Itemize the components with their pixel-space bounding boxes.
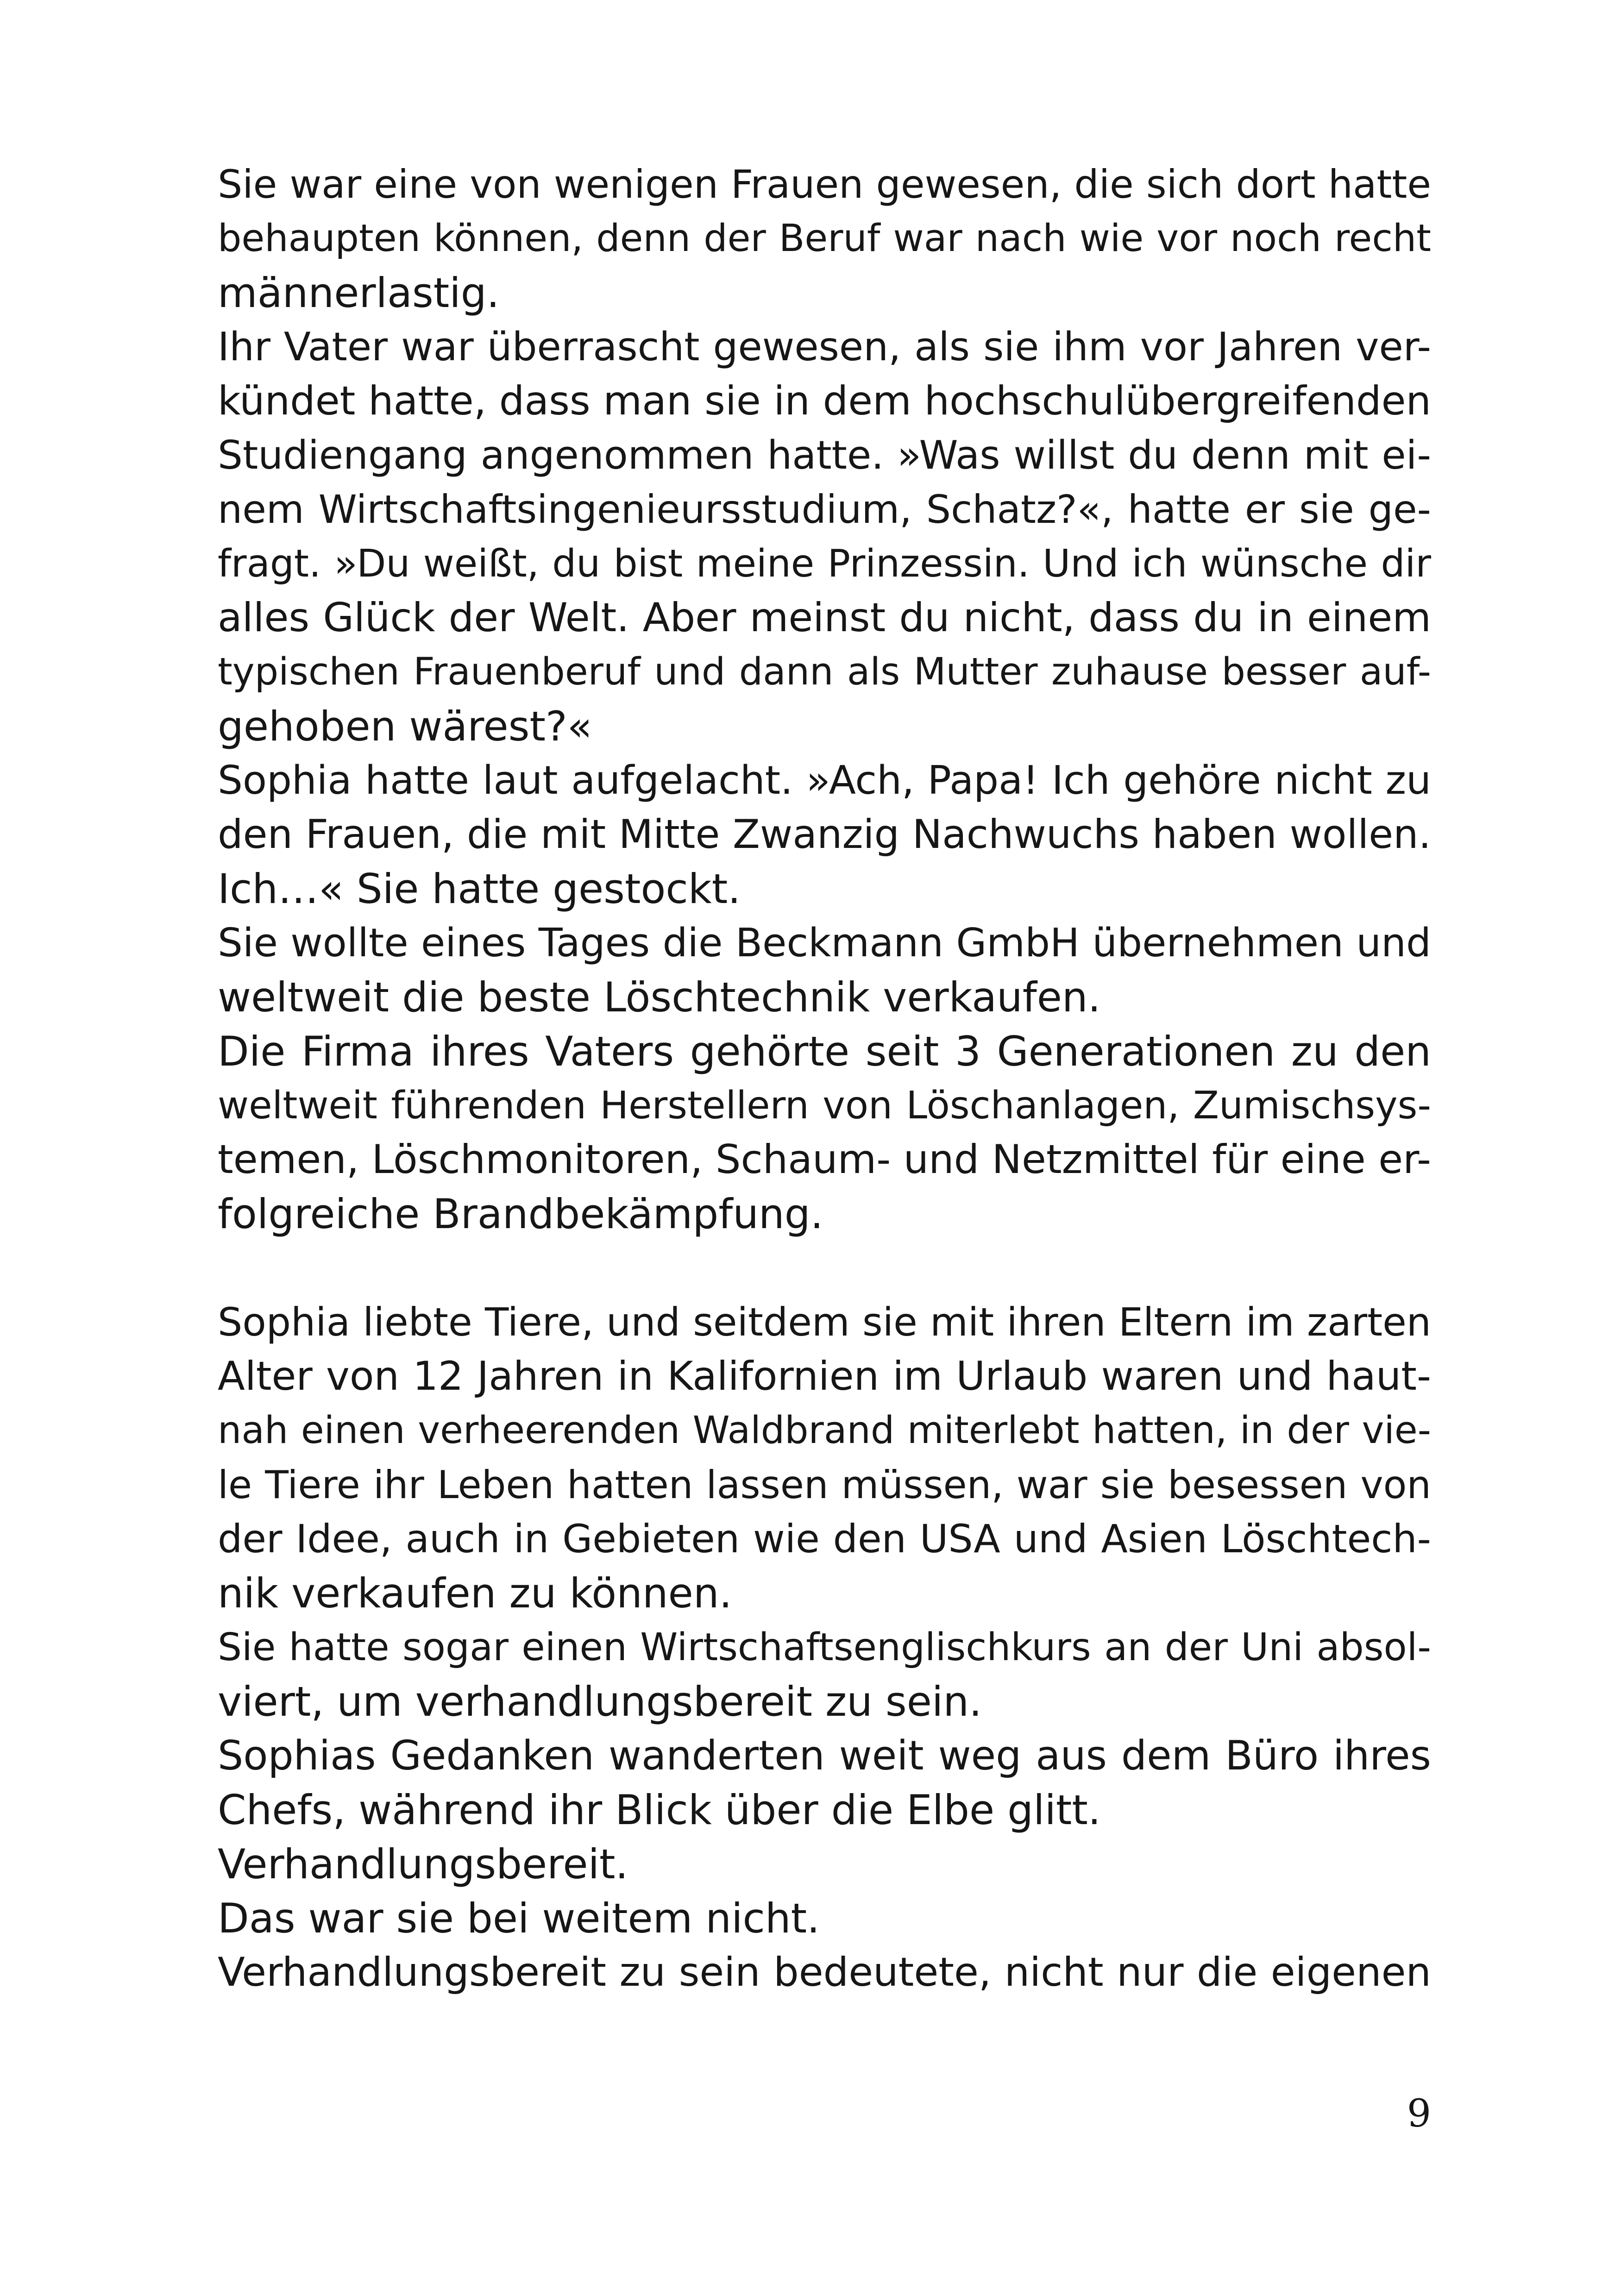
text-line: Ihr Vater war überrascht gewesen, als sie ihm vor Jahren ver-: [218, 324, 1431, 370]
text-line: alles Glück der Welt. Aber meinst du nicht, dass du in einem: [218, 595, 1431, 641]
text-line: weltweit die beste Löschtechnik verkaufen.: [218, 973, 1101, 1021]
text-line: Sophia liebte Tiere, und seitdem sie mit ihren Eltern im zarten: [218, 1299, 1431, 1345]
text-line: den Frauen, die mit Mitte Zwanzig Nachwuchs haben wollen.: [218, 811, 1431, 858]
text-line: der Idee, auch in Gebieten wie den USA und Asien Löschtech-: [218, 1516, 1431, 1562]
text-line: behaupten können, denn der Beruf war nach wie vor noch recht: [218, 217, 1431, 260]
paragraph-gap: [218, 1241, 1431, 1295]
text-line: le Tiere ihr Leben hatten lassen müssen, war sie besessen von: [218, 1462, 1431, 1507]
page-number: 9: [1407, 2092, 1431, 2136]
text-line: Ich…« Sie hatte gestockt.: [218, 865, 741, 913]
text-line: Verhandlungsbereit zu sein bedeutete, nicht nur die eigenen: [218, 1949, 1431, 1995]
text-line: Sie hatte sogar einen Wirtschaftsenglischkurs an der Uni absol-: [218, 1625, 1431, 1669]
text-line: weltweit führenden Herstellern von Löschanlagen, Zumischsys-: [218, 1084, 1431, 1128]
text-line: Das war sie bei weitem nicht.: [218, 1895, 820, 1942]
text-line: Alter von 12 Jahren in Kalifornien im Urlaub waren und haut-: [218, 1353, 1431, 1399]
text-line: Studiengang angenommen hatte. »Was willst du denn mit ei-: [218, 433, 1431, 478]
text-line: kündet hatte, dass man sie in dem hochschulübergreifenden: [218, 378, 1431, 424]
text-line: nem Wirtschaftsingenieursstudium, Schatz?«, hatte er sie ge-: [218, 487, 1431, 532]
body-text: [218, 157, 1431, 2000]
text-line: Die Firma ihres Vaters gehörte seit 3 Generationen zu den: [218, 1028, 1431, 1075]
text-line: viert, um verhandlungsbereit zu sein.: [218, 1678, 982, 1725]
text-line: typischen Frauenberuf und dann als Mutter zuhause besser auf-: [218, 650, 1431, 694]
text-line: nik verkaufen zu können.: [218, 1569, 732, 1617]
text-line: männerlastig.: [218, 269, 500, 317]
text-line: folgreiche Brandbekämpfung.: [218, 1190, 823, 1238]
text-line: Sie wollte eines Tages die Beckmann GmbH übernehmen und: [218, 920, 1431, 966]
text-line: gehoben wärest?«: [218, 703, 592, 750]
text-line: Chefs, während ihr Blick über die Elbe glitt.: [218, 1786, 1101, 1834]
text-line: nah einen verheerenden Waldbrand miterlebt hatten, in der vie-: [218, 1409, 1431, 1452]
text-line: Sophias Gedanken wanderten weit weg aus dem Büro ihres: [218, 1732, 1431, 1779]
text-line: Verhandlungsbereit.: [218, 1840, 628, 1888]
text-line: fragt. »Du weißt, du bist meine Prinzessin. Und ich wünsche dir: [218, 542, 1431, 586]
text-line: Sophia hatte laut aufgelacht. »Ach, Papa! Ich gehöre nicht zu: [218, 758, 1431, 803]
text-line: temen, Löschmonitoren, Schaum- und Netzmittel für eine er-: [218, 1136, 1431, 1183]
text-line: Sie war eine von wenigen Frauen gewesen, die sich dort hatte: [218, 162, 1431, 207]
